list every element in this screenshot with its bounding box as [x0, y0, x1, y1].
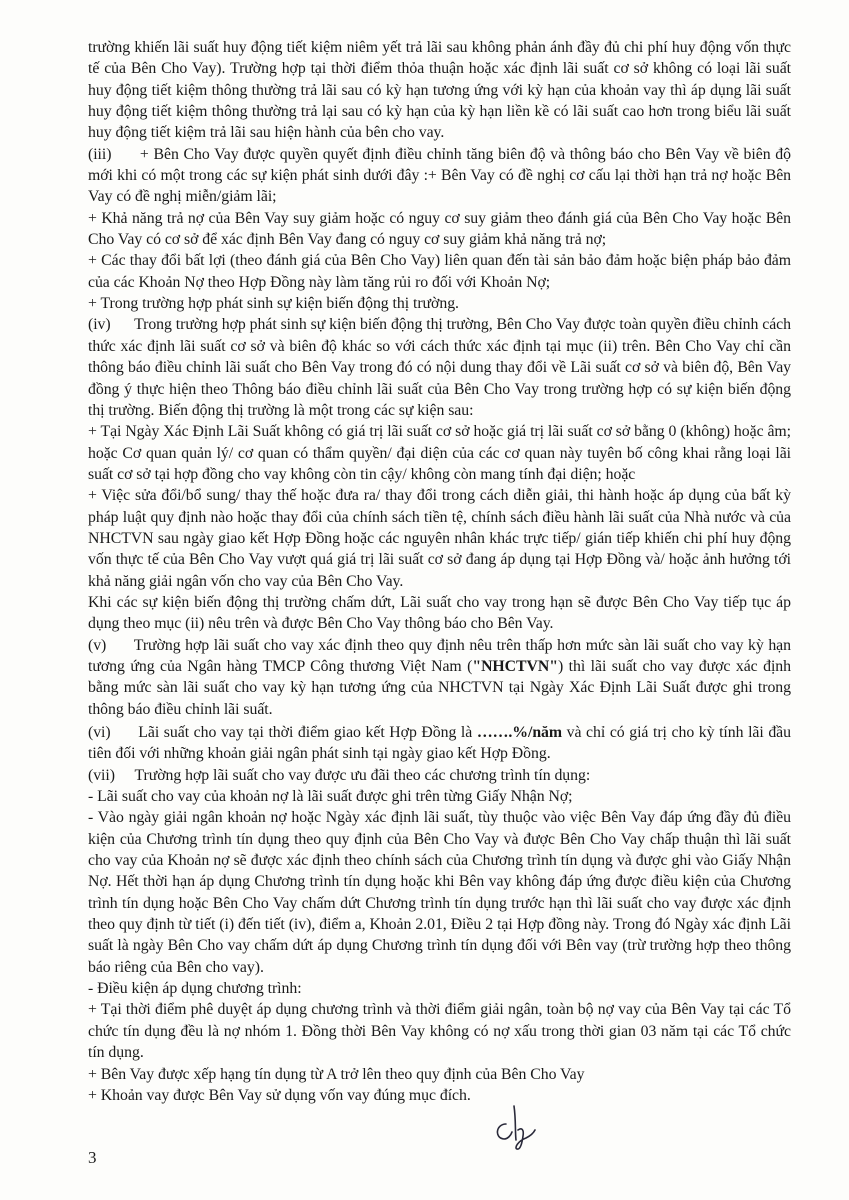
paragraph-iv: (iv) Trong trường hợp phát sinh sự kiện biến động thị trường, Bên Cho Vay được toàn quyền điều chỉnh cách thức xác định lãi suất cơ sở và biên độ khác so với cách thức xác định tại mục (ii) trên. Bên Cho Vay chỉ cần thông báo điều chỉnh lãi suất cho Bên Vay trong đó có nội dung thay đổi về Lãi suất cơ sở và biên độ, Bên Vay đồng ý thực hiện theo Thông báo điều chỉnh lãi suất của Bên Cho Vay trong trường hợp có sự kiện biến động thị trường. Biến động thị trường là một trong các sự kiện sau:: [88, 316, 791, 419]
bank-abbreviation: "NHCTVN": [472, 657, 558, 675]
paragraph-continuation: trường khiến lãi suất huy động tiết kiệm niêm yết trả lãi sau không phản ánh đầy đủ chi phí huy động vốn thực tế của Bên Cho Vay). Trường hợp tại thời điểm thỏa thuận hoặc xác định lãi suất cơ sở không có loại lãi suất huy động tiết kiệm thông thường trả lãi sau có kỳ hạn tương ứng với kỳ hạn của khoản vay thì áp dụng lãi suất huy động tiết kiệm thông thường trả lại sau có kỳ hạn của kỳ hạn liền kề có lãi suất cao hơn trong biểu lãi suất huy động tiết kiệm trả lãi sau hiện hành của bên cho vay.: [88, 39, 791, 142]
paragraph-vii-item-1: - Lãi suất cho vay của khoản nợ là lãi suất được ghi trên từng Giấy Nhận Nợ;: [88, 788, 573, 806]
paragraph-iii-bullet-1: + Khả năng trả nợ của Bên Vay suy giảm hoặc có nguy cơ suy giảm theo đánh giá của Bên Cho Vay hoặc Bên Cho Vay có cơ sở để xác định Bên Vay đang có nguy cơ suy giảm khả năng trả nợ;: [88, 209, 791, 249]
paragraph-v-text-2: ) thì lãi suất cho vay được xác định bằng mức sàn lãi suất cho vay kỳ hạn tương ứng của NHCTVN tại Ngày Xác Định Lãi Suất được ghi trong thông báo điều chỉnh lãi suất.: [88, 657, 791, 718]
paragraph-vi-text-1: (vi) Lãi suất cho vay tại thời điểm giao kết Hợp Đồng là: [88, 724, 477, 741]
paragraph-iii: (iii) + Bên Cho Vay được quyền quyết định điều chỉnh tăng biên độ và thông báo cho Bên Vay về biên độ mới khi có một trong các sự kiện phát sinh dưới đây :+ Bên Vay có đề nghị cơ cấu lại thời hạn trả nợ hoặc Bên Vay có đề nghị miễn/giảm lãi;: [88, 145, 791, 206]
paragraph-vi: [88, 722, 791, 765]
paragraph-vii-conditions: - Điều kiện áp dụng chương trình:: [88, 980, 302, 998]
paragraph-iii-bullet-3: + Trong trường hợp phát sinh sự kiện biến động thị trường.: [88, 295, 459, 313]
paragraph-v: [88, 635, 791, 720]
paragraph-iv-closing: Khi các sự kiện biến động thị trường chấm dứt, Lãi suất cho vay trong hạn sẽ được Bên Cho Vay tiếp tục áp dụng theo mục (ii) nêu trên và được Bên Cho Vay thông báo cho Bên Vay.: [88, 593, 791, 633]
document-body: [88, 37, 791, 1106]
initials-signature: [484, 1094, 544, 1154]
paragraph-v-text-1: (v) Trường hợp lãi suất cho vay xác định theo quy định nêu trên thấp hơn mức sàn lãi suất cho vay kỳ hạn tương ứng của Ngân hàng TMCP Công thương Việt Nam (: [88, 636, 791, 675]
paragraph-vii: (vii) Trường hợp lãi suất cho vay được ưu đãi theo các chương trình tín dụng:: [88, 766, 591, 784]
paragraph-iv-bullet-2: + Việc sửa đổi/bổ sung/ thay thế hoặc đưa ra/ thay đổi trong cách diễn giải, thi hành hoặc áp dụng của bất kỳ pháp luật quy định nào hoặc thay đổi của chính sách tiền tệ, chính sách điều hành lãi suất của Nhà nước và của NHCTVN sau ngày giao kết Hợp Đồng hoặc các nguyên nhân khác trực tiếp/ gián tiếp khiến chi phí huy động vốn thực tế của Bên Cho Vay vượt quá giá trị lãi suất cơ sở đang áp dụng tại Hợp Đồng và/ hoặc ảnh hưởng tới khả năng giải ngân vốn cho vay của Bên Cho Vay.: [88, 487, 791, 590]
paragraph-vii-condition-2: + Bên Vay được xếp hạng tín dụng từ A trở lên theo quy định của Bên Cho Vay: [88, 1065, 585, 1083]
paragraph-iv-bullet-1: + Tại Ngày Xác Định Lãi Suất không có giá trị lãi suất cơ sở hoặc giá trị lãi suất cơ sở bằng 0 (không) hoặc âm; hoặc Cơ quan quản lý/ cơ quan có thẩm quyền/ đại diện của các cơ quan này tuyên bố công khai rằng loại lãi suất cơ sở tại hợp đồng cho vay không còn tin cậy/ không còn mang tính đại diện; hoặc: [88, 423, 791, 483]
paragraph-vii-condition-3: + Khoản vay được Bên Vay sử dụng vốn vay đúng mục đích.: [88, 1086, 471, 1104]
paragraph-iii-bullet-2: + Các thay đổi bất lợi (theo đánh giá của Bên Cho Vay) liên quan đến tài sản bảo đảm hoặc biện pháp bảo đảm của các Khoản Nợ theo Hợp Đồng này làm tăng rủi ro đối với Khoản Nợ;: [88, 252, 791, 291]
interest-rate-blank: …….%/năm: [476, 724, 563, 741]
paragraph-vi-text-2: và chỉ có giá trị cho kỳ tính lãi đầu tiên đối với những khoản giải ngân phát sinh tại ngày giao kết Hợp Đồng.: [88, 724, 791, 763]
page-number: 3: [88, 1148, 97, 1167]
paragraph-vii-condition-1: + Tại thời điểm phê duyệt áp dụng chương trình và thời điểm giải ngân, toàn bộ nợ vay của Bên Vay tại các Tổ chức tín dụng đều là nợ nhóm 1. Đồng thời Bên Vay không có nợ xấu trong thời gian 03 năm tại các Tổ chức tín dụng.: [88, 1001, 791, 1062]
paragraph-vii-item-2: - Vào ngày giải ngân khoản nợ hoặc Ngày xác định lãi suất, tùy thuộc vào việc Bên Vay đáp ứng đầy đủ điều kiện của Chương trình tín dụng theo quy định của Bên Cho Vay và được Bên Cho Vay chấp thuận thì lãi suất cho vay của Khoản nợ sẽ được xác định theo chính sách của Chương trình tín dụng và được ghi vào Giấy Nhận Nợ. Hết thời hạn áp dụng Chương trình tín dụng hoặc khi Bên vay không đáp ứng được điều kiện của Chương trình tín dụng hoặc Bên Cho Vay chấm dứt Chương trình tín dụng trước hạn thì lãi suất cho vay được xác định theo quy định từ tiết (i) đến tiết (iv), điểm a, Khoản 2.01, Điều 2 tại Hợp đồng này. Trong đó Ngày xác định Lãi suất là ngày Bên Cho vay chấm dứt áp dụng Chương trình tín dụng đối với Bên vay (trừ trường hợp theo thông báo riêng của Bên cho vay).: [88, 809, 791, 976]
